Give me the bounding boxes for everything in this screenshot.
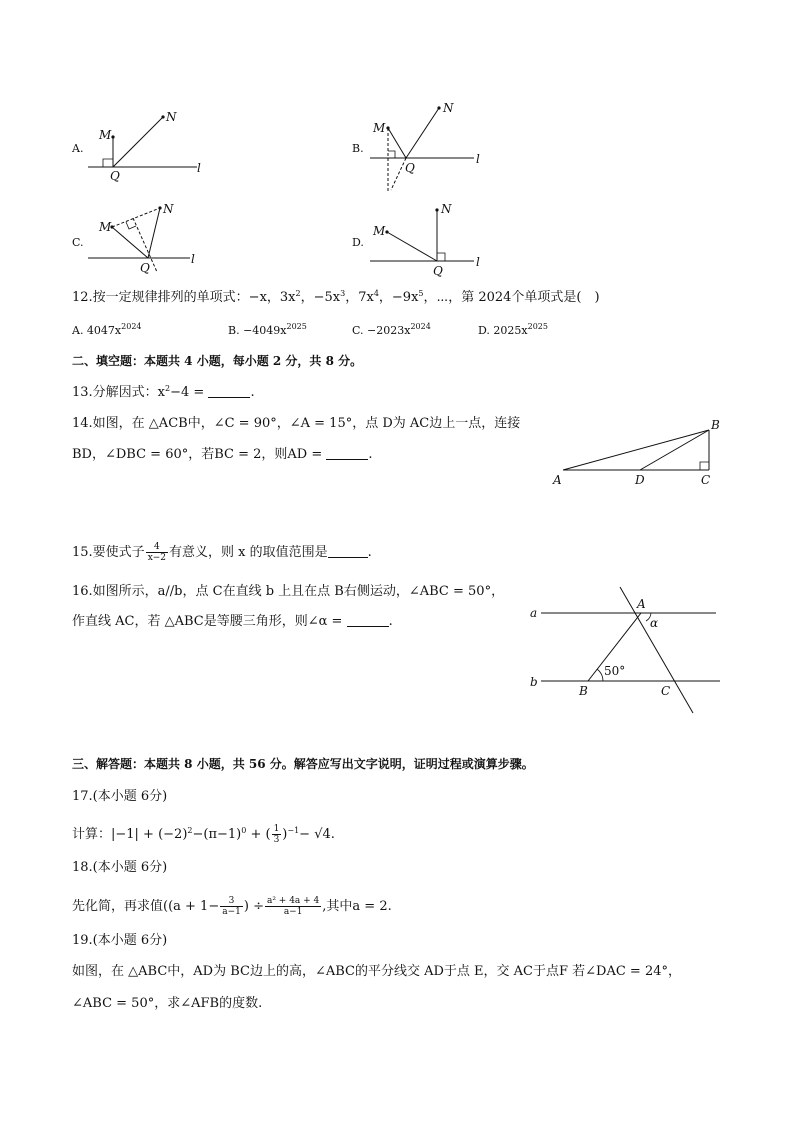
label-l: l [191, 252, 195, 266]
label-c: C [661, 684, 671, 698]
label-m: M [373, 224, 386, 238]
q12-option-a: A. $4047x^{2024}$ [72, 322, 142, 337]
label-m: M [99, 128, 112, 142]
label-b: B [579, 684, 588, 698]
label-m: M [99, 220, 112, 234]
fraction: $\frac{1}{3}$ [273, 824, 280, 845]
question-19-line2: ∠ABC = 50°，求∠AFB的度数. [72, 996, 263, 1011]
line-ac [620, 587, 693, 713]
question-17-header: 17.(本小题 6分) [72, 789, 168, 804]
option-c-label: C. [72, 236, 84, 249]
question-17-expression: 计算：$|-1| + (-2)^2-(\pi-1)^0$ + ( $\frac{1}{3}$ )$^{-1}$− √4. [72, 824, 335, 845]
question-19-header: 19.(本小题 6分) [72, 933, 168, 948]
label-d: D [635, 473, 645, 487]
q12-option-d: D. $2025x^{2025}$ [478, 322, 548, 337]
question-13: 13.分解因式：$x^2-4$ = . [72, 384, 255, 400]
option-b-label: B. [352, 142, 364, 155]
question-18-header: 18.(本小题 6分) [72, 860, 168, 875]
label-n: N [166, 110, 177, 124]
label-a: A [553, 473, 562, 487]
question-16-line2: 作直线 AC，若 △ABC是等腰三角形，则∠α = . [72, 614, 393, 629]
label-line-a: a [530, 606, 538, 620]
label-n: N [443, 101, 454, 115]
label-b: B [711, 418, 720, 432]
label-line-b: b [530, 675, 538, 689]
question-14-line1: 14.如图，在 △ACB中，∠C = 90°，∠A = 15°，点 D为 AC边上一点，连接 [72, 416, 521, 431]
fraction: $\frac{\text{a² + 4a + 4}}{a-1}$ [266, 896, 320, 917]
label-l: l [476, 255, 480, 269]
label-q: Q [433, 264, 443, 278]
label-q: Q [140, 261, 150, 275]
option-d-label: D. [352, 236, 364, 249]
label-m: M [373, 121, 386, 135]
question-12-stem: 12.按一定规律排列的单项式：−x，$3x^2$，$-5x^3$，$7x^4$，$-9x^5$，⋯，第 2024个单项式是( ) [72, 289, 600, 305]
section-2-title: 二、填空题：本题共 4 小题，每小题 2 分，共 8 分。 [72, 354, 363, 368]
fraction: $\frac{4}{x-2}$ [147, 542, 167, 563]
label-n: N [163, 202, 174, 216]
q12-option-c: C. $-2023x^{2024}$ [352, 322, 431, 337]
label-q: Q [405, 161, 415, 175]
fraction: $\frac{3}{a-1}$ [222, 896, 241, 917]
question-15: 15.要使式子 $\frac{4}{x-2}$ 有意义，则 x 的取值范围是 . [72, 542, 372, 563]
label-n: N [441, 202, 452, 216]
label-alpha: α [650, 616, 659, 630]
label-q: Q [110, 169, 120, 183]
question-19-line1: 如图，在 △ABC中，AD为 BC边上的高，∠ABC的平分线交 AD于点 E，交 AC于点F 若∠DAC = 24°， [72, 964, 682, 979]
label-l: l [476, 152, 480, 166]
q12-option-b: B. $-4049x^{2025}$ [228, 322, 307, 337]
label-c: C [701, 473, 711, 487]
question-18-expression: 先化简，再求值((a + 1− $\frac{3}{a-1}$ ) ÷ $\frac{\text{a² + 4a + 4}}{a-1}$ ,其中a = 2. [72, 896, 392, 917]
question-14-line2: BD，∠DBC = 60°，若BC = 2，则AD = . [72, 447, 373, 462]
label-l: l [197, 161, 201, 175]
section-3-title: 三、解答题：本题共 8 小题，共 56 分。解答应写出文字说明，证明过程或演算步骤。 [72, 757, 534, 771]
option-a-label: A. [72, 142, 84, 155]
label-angle-50: 50° [604, 664, 626, 678]
angle-50-arc [597, 669, 603, 681]
question-16-line1: 16.如图所示，a//b，点 C在直线 b 上且在点 B右侧运动，∠ABC = 50°， [72, 584, 505, 599]
label-a: A [637, 597, 646, 611]
